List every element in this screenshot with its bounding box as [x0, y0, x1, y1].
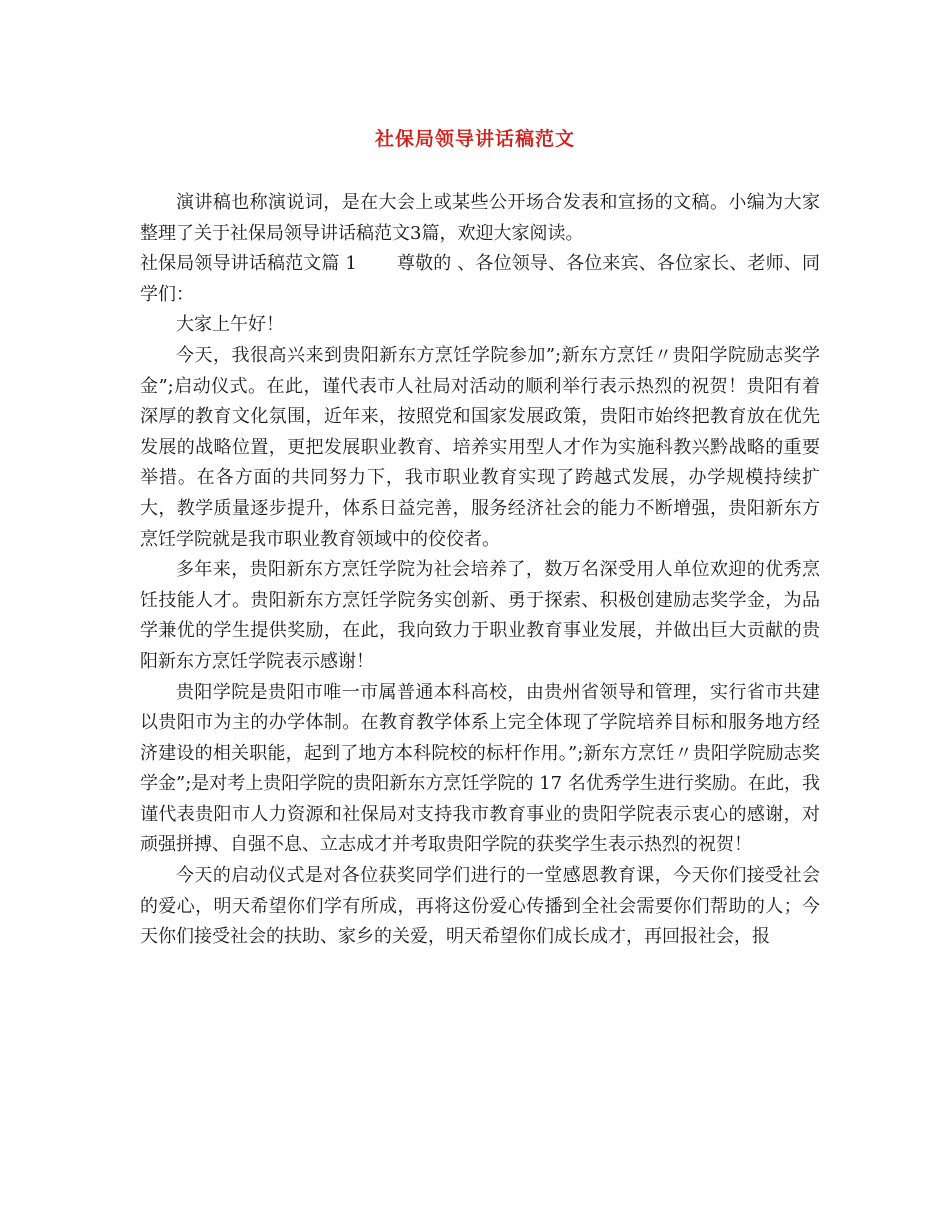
body-paragraph-2: 多年来，贵阳新东方烹饪学院为社会培养了，数万名深受用人单位欢迎的优秀烹饪技能人才。贵阳新东方烹饪学院务实创新、勇于探索、积极创建励志奖学金，为品学兼优的学生提供奖励，在此，我向致力于职业教育事业发展，并做出巨大贡献的贵阳新东方烹饪学院表示感谢！: [140, 559, 820, 672]
greeting: 大家上午好！: [176, 314, 284, 336]
section-lead-line: [140, 249, 820, 310]
document-title: 社保局领导讲话稿范文: [374, 128, 575, 150]
intro-paragraph: 演讲稿也称演说词，是在大会上或某些公开场合发表和宣扬的文稿。小编为大家整理了关于社保局领导讲话稿范文3篇，欢迎大家阅读。: [140, 192, 820, 244]
document-body: [140, 188, 820, 953]
body-paragraph-1: 今天，我很高兴来到贵阳新东方烹饪学院参加”;新东方烹饪〃贵阳学院励志奖学金”;启动仪式。在此，谨代表市人社局对活动的顺利举行表示热烈的祝贺！贵阳有着深厚的教育文化氛围，近年来，按照党和国家发展政策，贵阳市始终把教育放在优先发展的战略位置，更把发展职业教育、培养实用型人才作为实施科教兴黔战略的重要举措。在各方面的共同努力下，我市职业教育实现了跨越式发展，办学规模持续扩大，教学质量逐步提升，体系日益完善，服务经济社会的能力不断增强，贵阳新东方烹饪学院就是我市职业教育领域中的佼佼者。: [140, 344, 820, 550]
salutation: 尊敬的 、各位领导、各位来宾、各位家长、老师、同学们：: [140, 253, 820, 305]
section-heading: 社保局领导讲话稿范文篇 1: [140, 253, 357, 275]
body-paragraph-4: 今天的启动仪式是对各位获奖同学们进行的一堂感恩教育课，今天你们接受社会的爱心，明天希望你们学有所成，再将这份爱心传播到全社会需要你们帮助的人；今天你们接受社会的扶助、家乡的关爱，明天希望你们成长成才，再回报社会，报: [140, 865, 820, 948]
body-paragraph-3: 贵阳学院是贵阳市唯一市属普通本科高校，由贵州省领导和管理，实行省市共建以贵阳市为主的办学体制。在教育教学体系上完全体现了学院培养目标和服务地方经济建设的相关职能，起到了地方本科院校的标杆作用。”;新东方烹饪〃贵阳学院励志奖学金”;是对考上贵阳学院的贵阳新东方烹饪学院的 17 名优秀学生进行奖励。在此，我谨代表贵阳市人力资源和社保局对支持我市教育事业的贵阳学院表示衷心的感谢，对顽强拼搏、自强不息、立志成才并考取贵阳学院的获奖学生表示热烈的祝贺！: [140, 681, 820, 856]
